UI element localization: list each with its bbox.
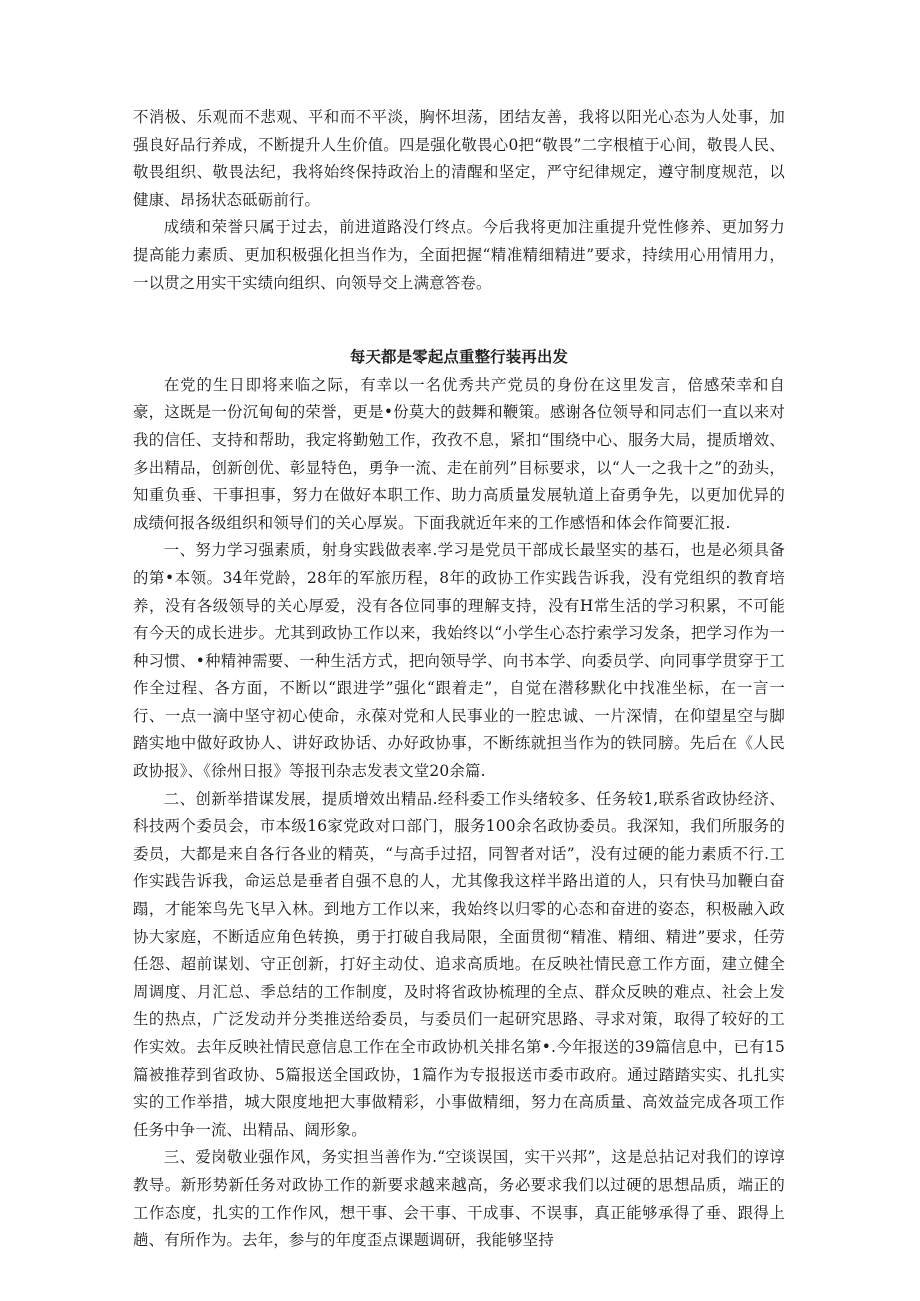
section-gap — [133, 297, 785, 344]
paragraph: 三、爱岗敬业强作风，务实担当善作为.“空谈误国，实干兴邦”，这是总拈记对我们的谆谆教导。新形势新任务对政协工作的新要求越来越高，务必要求我们以过硬的思想品质，端正的工作态度，扎实的工作作风，想干事、会干事、干成事、不误事，真正能够承得了垂、跟得上趟、有所作为。去年，参与的年度歪点课题调研，我能够坚持 — [133, 1148, 785, 1250]
paragraph: 不消极、乐观而不悲观、平和而不平淡，胸怀坦荡，团结友善，我将以阳光心态为人处事，加强良好品行养成，不断提升人生价值。四是强化敬畏心0把“敬畏”二字根植于心间，敬畏人民、敬畏组织、敬畏法纪，我将始终保持政治上的清醒和坚定，严守纪律规定，遵守制度规范，以健康、昂扬状态砥砺前行。 — [133, 108, 785, 209]
paragraph: 成绩和荣誉只属于过去，前进道路没仃终点。今后我将更加注重提升党性修养、更加努力提高能力素质、更加积极强化担当作为，全面把握“精准精细精进”要求，持续用心用情用力，一以贯之用实干实绩向组织、向领导交上满意答卷。 — [133, 218, 785, 292]
section-title: 每天都是零起点重整行装再出发 — [349, 348, 569, 367]
document-page — [133, 104, 785, 1255]
paragraph: 一、努力学习强素质，射身实践做表率.学习是党员干部成长最坚实的基石，也是必须具备的第•本领。34年党龄，28年的军旅历程，8年的政协工作实践告诉我，没有党组织的教育培养，没有各级领导的关心厚爱，没有各位同事的理解支持，没有H常生活的学习积累，不可能有今天的成长进步。尤其到政协工作以来，我始终以“小学生心态拧索学习发条，把学习作为一种习惯、•种精神需要、一种生活方式，把向领导学、向书本学、向委员学、向同事学贯穿于工作全过程、各方面，不断以“跟进学”强化“跟着走”，自觉在潜移默化中找准坐标，在一言一行、一点一滴中坚守初心使命，永葆对党和人民事业的一腔忠诚、一片深情，在仰望星空与脚踏实地中做好政协人、讲好政协话、办好政协事，不断练就担当作为的铁同膀。先后在《人民政协报》、《徐州日报》等报刊杂志发表文堂20余篇. — [133, 541, 785, 781]
paragraph: 二、创新举措谋发展，提质增效出精品.经科委工作头绪较多、任务较1,联系省政协经济、科技两个委员会，市本级16家党政对口部门，服务100余名政协委员。我深知，我们所服务的委员，大都是来自各行各业的精英，“与高手过招，同智者对话”，没有过硬的能力素质不行.工作实践告诉我，命运总是垂者自强不息的人，尤其像我这样半路出道的人，只有快马加鞭白奋蹋，才能笨鸟先飞早入林。到地方工作以来，我始终以归零的心态和奋进的姿态，积极融入政协大家庭，不断适应角色转换，勇于打破自我局限，全面贯彻“精准、精细、精进”要求，任劳任怨、超前谋划、守正创新，打好主动仗、追求高质地。在反映社情民意工作方面，建立健全周调度、月汇总、季总结的工作制度，及时将省政协梳理的全点、群众反映的难点、社会上发生的热点，广泛发动并分类推送给委员，与委员们一起研究思路、寻求对策，取得了较好的工作实效。去年反映社情民意信息工作在全市政协机关排名第•.今年报送的39篇信息中，已有15篇被推荐到省政协、5篇报送全国政协，1篇作为专报报送市委市政府。通过踏踏实实、扎扎实实的工作举措，城大限度地把大事做精彩，小事做精细，努力在高质量、高效益完成各项工作任务中争一流、出精品、阔形象。 — [133, 789, 785, 1139]
paragraph: 在党的生日即将来临之际，有幸以一名优秀共产党员的身份在这里发言，倍感荣幸和自豪，这既是一份沉甸甸的荣誉，更是•份莫大的鼓舞和鞭策。感谢各位领导和同志们一直以来对我的信任、支持和帮助，我定将勤勉工作，孜孜不息，紧扣“围绕中心、服务大局，提质增效、多出精品，创新创优、彰显特色，勇争一流、走在前列”目标要求，以“人一之我十之”的劲头，知重负垂、干事担事，努力在做好本职工作、助力高质量发展轨道上奋勇争先，以更加优异的成绩何报各级组织和领导们的关心厚炭。下面我就近年来的工作感悟和体会作简要汇报. — [133, 375, 785, 532]
